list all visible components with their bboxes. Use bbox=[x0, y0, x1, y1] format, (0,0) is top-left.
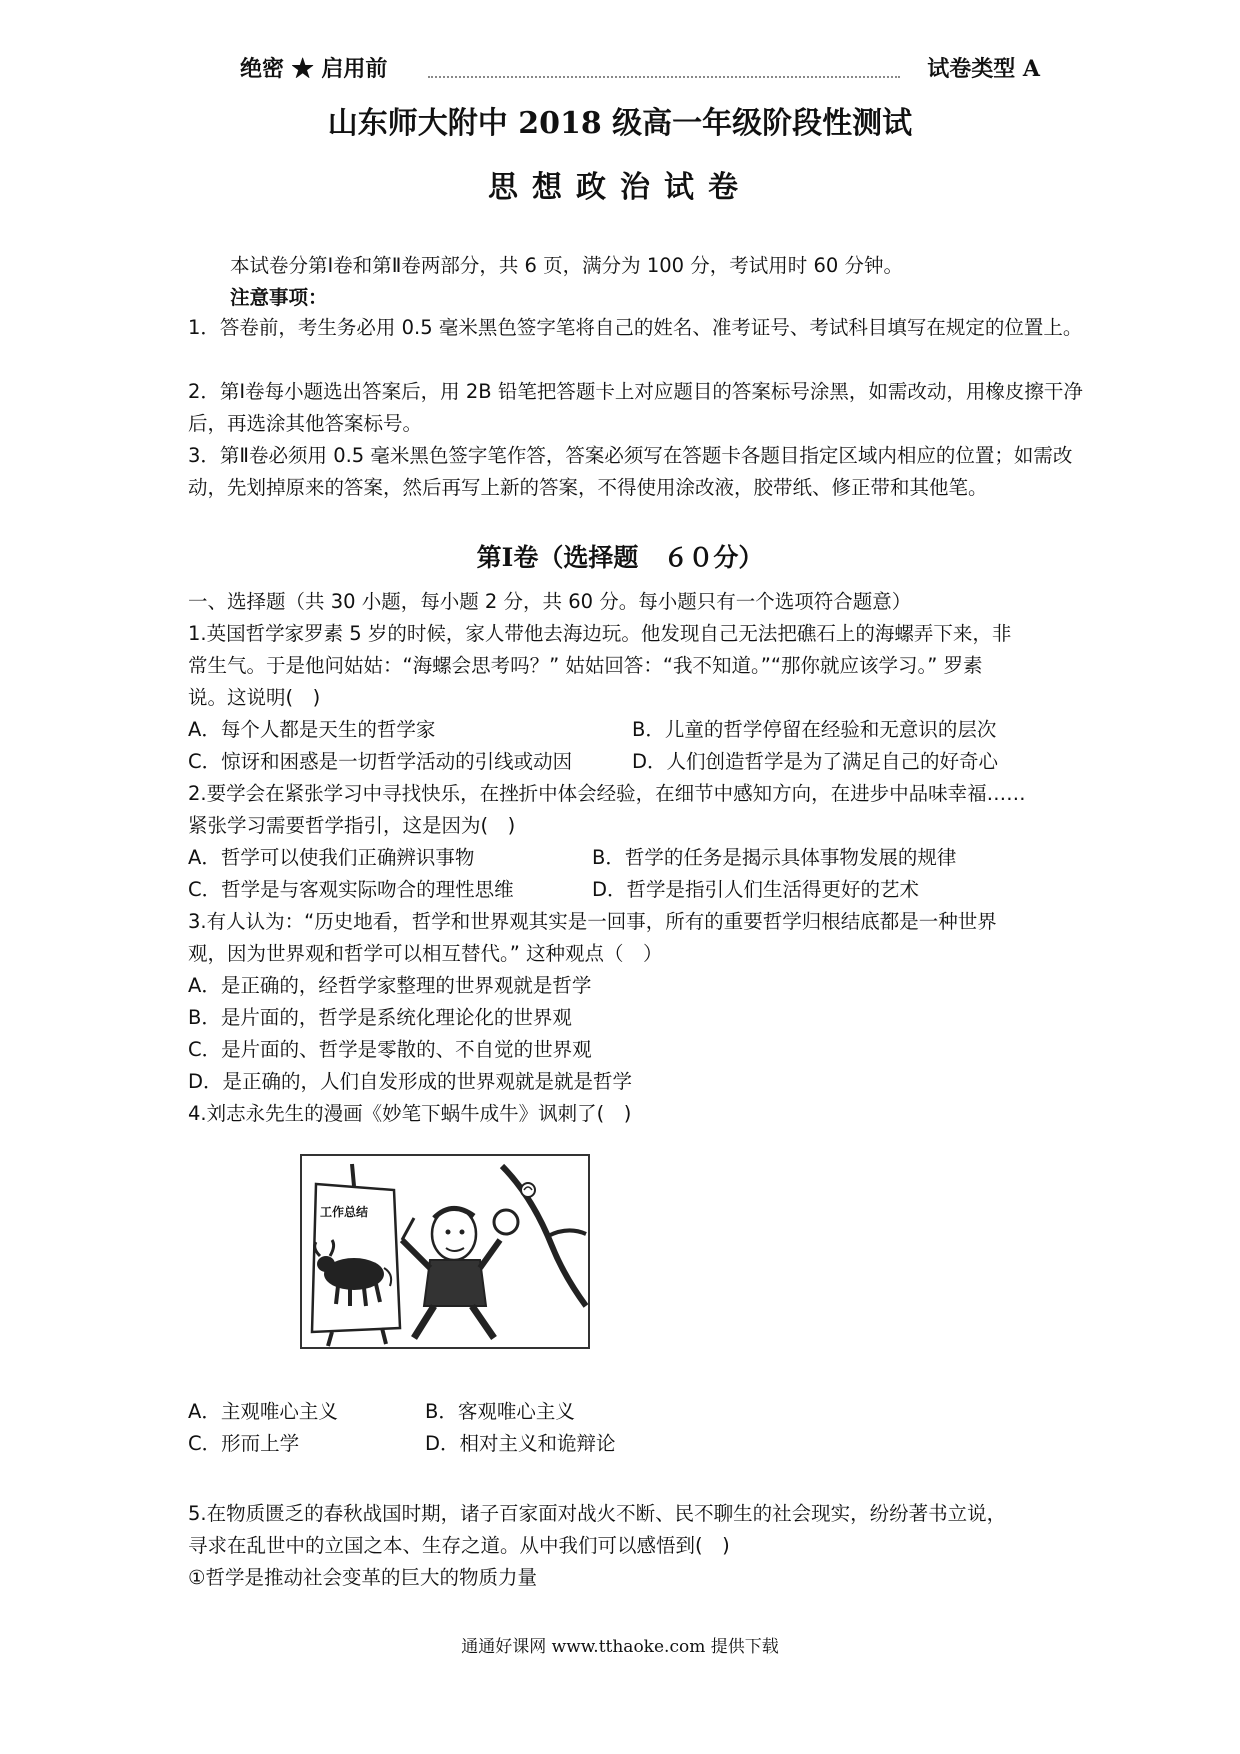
question-5-stem-line: 寻求在乱世中的立国之本、生存之道。从中我们可以感悟到( ) bbox=[188, 1534, 730, 1557]
question-2-option-c: C．哲学是与客观实际吻合的理性思维 bbox=[188, 878, 514, 901]
question-3-option-c: C．是片面的、哲学是零散的、不自觉的世界观 bbox=[188, 1038, 592, 1061]
question-3-option-d: D．是正确的，人们自发形成的世界观就是就是哲学 bbox=[188, 1070, 633, 1093]
header-line bbox=[240, 52, 1040, 86]
question-4-stem-line: 4.刘志永先生的漫画《妙笔下蜗牛成牛》讽刺了( ) bbox=[188, 1102, 632, 1125]
question-1-stem-line: 常生气。于是他问姑姑：“海螺会思考吗？” 姑姑回答：“我不知道。”“那你就应该学习。” 罗素 bbox=[188, 654, 983, 677]
notice-item: 2．第Ⅰ卷每小题选出答案后，用 2B 铅笔把答题卡上对应题目的答案标号涂黑，如需改动，用橡皮擦干净后，再选涂其他答案标号。 bbox=[188, 380, 1083, 435]
notice-item: 3．第Ⅱ卷必须用 0.5 毫米黑色签字笔作答，答案必须写在答题卡各题目指定区域内相应的位置；如需改动，先划掉原来的答案，然后再写上新的答案，不得使用涂改液，胶带纸、修正带和其他笔。 bbox=[188, 444, 1073, 499]
question-1-option-c: C．惊讶和困惑是一切哲学活动的引线或动因 bbox=[188, 750, 573, 773]
question-2-option-b: B．哲学的任务是揭示具体事物发展的规律 bbox=[592, 846, 957, 869]
paper-type: 试卷类型 A bbox=[927, 56, 1040, 82]
exam-subtitle: 思想政治试卷 bbox=[488, 170, 752, 205]
question-3-stem-line: 3.有人认为：“历史地看，哲学和世界观其实是一回事，所有的重要哲学归根结底都是一种世界 bbox=[188, 910, 997, 933]
dotted-leader bbox=[428, 76, 900, 78]
question-2-option-a: A．哲学可以使我们正确辨识事物 bbox=[188, 846, 475, 869]
question-4-option-b: B．客观唯心主义 bbox=[425, 1400, 575, 1423]
question-1-stem-line: 说。这说明( ) bbox=[188, 686, 321, 709]
question-2-option-d: D．哲学是指引人们生活得更好的艺术 bbox=[592, 878, 920, 901]
question-3-option-a: A．是正确的，经哲学家整理的世界观就是哲学 bbox=[188, 974, 592, 997]
cartoon-image bbox=[300, 1154, 590, 1349]
question-5-stem-line: 5.在物质匮乏的春秋战国时期，诸子百家面对战火不断、民不聊生的社会现实，纷纷著书立说， bbox=[188, 1502, 1007, 1525]
question-1-stem-line: 1.英国哲学家罗素 5 岁的时候，家人带他去海边玩。他发现自己无法把礁石上的海螺弄下来，非 bbox=[188, 622, 1012, 645]
question-3-stem-line: 观，因为世界观和哲学可以相互替代。” 这种观点（ ） bbox=[188, 942, 663, 965]
question-4-option-d: D．相对主义和诡辩论 bbox=[425, 1432, 616, 1455]
intro-summary: 本试卷分第Ⅰ卷和第Ⅱ卷两部分，共 6 页，满分为 100 分，考试用时 60 分钟。 bbox=[230, 254, 903, 277]
easel bbox=[312, 1164, 400, 1346]
branch-with-snail bbox=[502, 1166, 586, 1306]
section-instruction: 一、选择题（共 30 小题，每小题 2 分，共 60 分。每小题只有一个选项符合题意） bbox=[188, 590, 912, 613]
section-heading: 第Ⅰ卷（选择题 ６０分） bbox=[476, 543, 764, 572]
question-1-option-b: B．儿童的哲学停留在经验和无意识的层次 bbox=[632, 718, 997, 741]
cartoon-drawing bbox=[302, 1156, 588, 1347]
exam-title: 山东师大附中 2018 级高一年级阶段性测试 bbox=[327, 106, 913, 141]
easel-sign-text: 工作总结 bbox=[320, 1205, 369, 1219]
painter-figure bbox=[402, 1208, 518, 1338]
question-2-stem-line: 紧张学习需要哲学指引，这是因为( ) bbox=[188, 814, 516, 837]
question-2-stem-line: 2.要学会在紧张学习中寻找快乐，在挫折中体会经验，在细节中感知方向，在进步中品味幸福…… bbox=[188, 782, 1026, 805]
question-4-option-a: A．主观唯心主义 bbox=[188, 1400, 338, 1423]
question-3-option-b: B．是片面的，哲学是系统化理论化的世界观 bbox=[188, 1006, 572, 1029]
question-4-option-c: C．形而上学 bbox=[188, 1432, 300, 1455]
notice-title: 注意事项： bbox=[230, 286, 328, 309]
page-footer: 通通好课网 www.tthaoke.com 提供下载 bbox=[461, 1637, 779, 1657]
question-1-option-a: A．每个人都是天生的哲学家 bbox=[188, 718, 436, 741]
secret-label: 绝密 ★ 启用前 bbox=[240, 56, 388, 82]
question-5-statement: ①哲学是推动社会变革的巨大的物质力量 bbox=[188, 1566, 537, 1589]
notice-item: 1．答卷前，考生务必用 0.5 毫米黑色签字笔将自己的姓名、准考证号、考试科目填写在规定的位置上。 bbox=[188, 316, 1083, 339]
question-1-option-d: D．人们创造哲学是为了满足自己的好奇心 bbox=[632, 750, 999, 773]
